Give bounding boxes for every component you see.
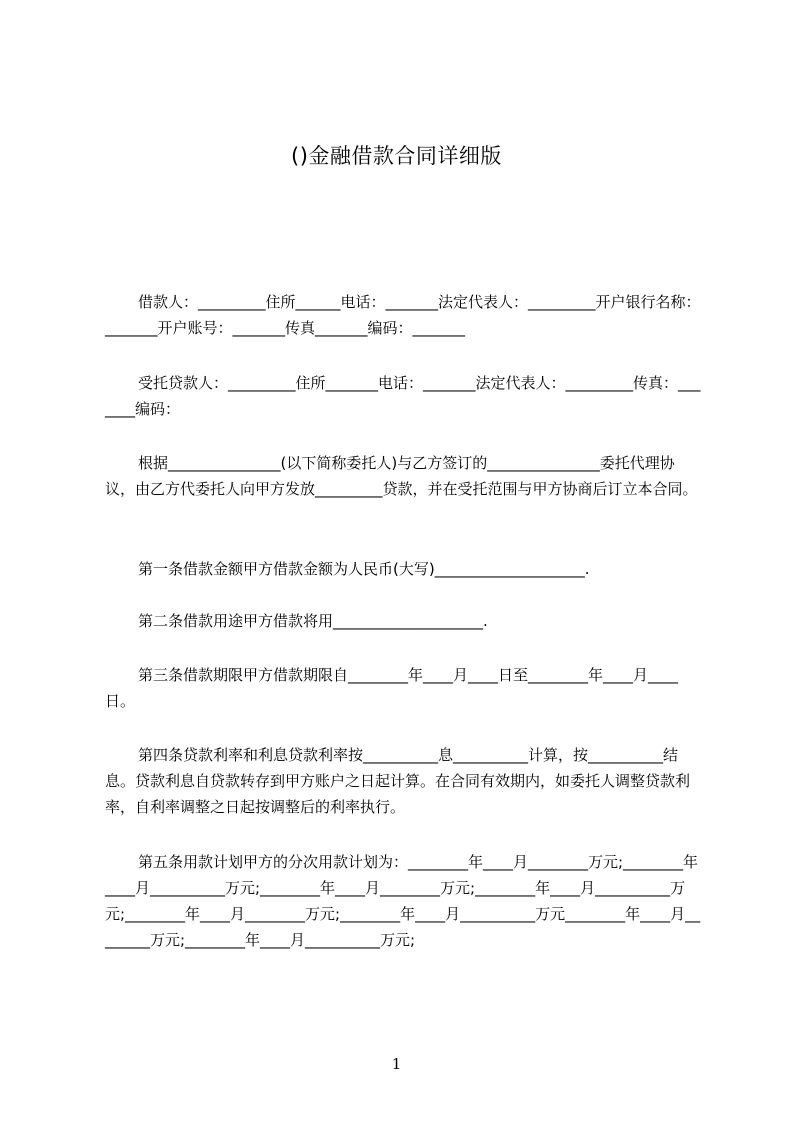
article-3-loan-term: 第三条借款期限甲方借款期限自________年____月____日至________年____月____日。 (105, 666, 679, 710)
article-1-loan-amount: 第一条借款金额甲方借款金额为人民币(大写)____________________. (138, 560, 590, 578)
article-2-loan-purpose: 第二条借款用途甲方借款将用____________________. (138, 612, 488, 630)
document-title: ()金融借款合同详细版 (291, 144, 502, 168)
borrower-info-paragraph: 借款人：_________住所______电话：_______法定代表人：_________开户银行名称：_______开户账号：_______传真_______编码：_______ (105, 293, 701, 337)
article-5-drawdown-plan: 第五条用款计划甲方的分次用款计划为：________年____月________万元;________年____月__________万元;________年____月________万元;________年____月__________万元;________年____月________万元;________年____月__________万元________年____月________万元;________年____月__________万元; (105, 853, 701, 949)
article-4-interest-rate: 第四条贷款利率和利息贷款利率按__________息__________计算，按__________结息。贷款利息自贷款转存到甲方账户之日起计算。在合同有效期内，如委托人调整贷款利率，自利率调整之日起按调整后的利率执行。 (105, 746, 691, 816)
trustee-lender-info-paragraph: 受托贷款人：_________住所_______电话：_______法定代表人：_________传真：_______编码： (105, 374, 701, 418)
contract-basis-paragraph: 根据_______________(以下简称委托人)与乙方签订的_______________委托代理协议，由乙方代委托人向甲方发放_________贷款，并在受托范围与甲方协商后订立本合同。 (105, 454, 698, 498)
page-number: 1 (391, 1055, 402, 1073)
